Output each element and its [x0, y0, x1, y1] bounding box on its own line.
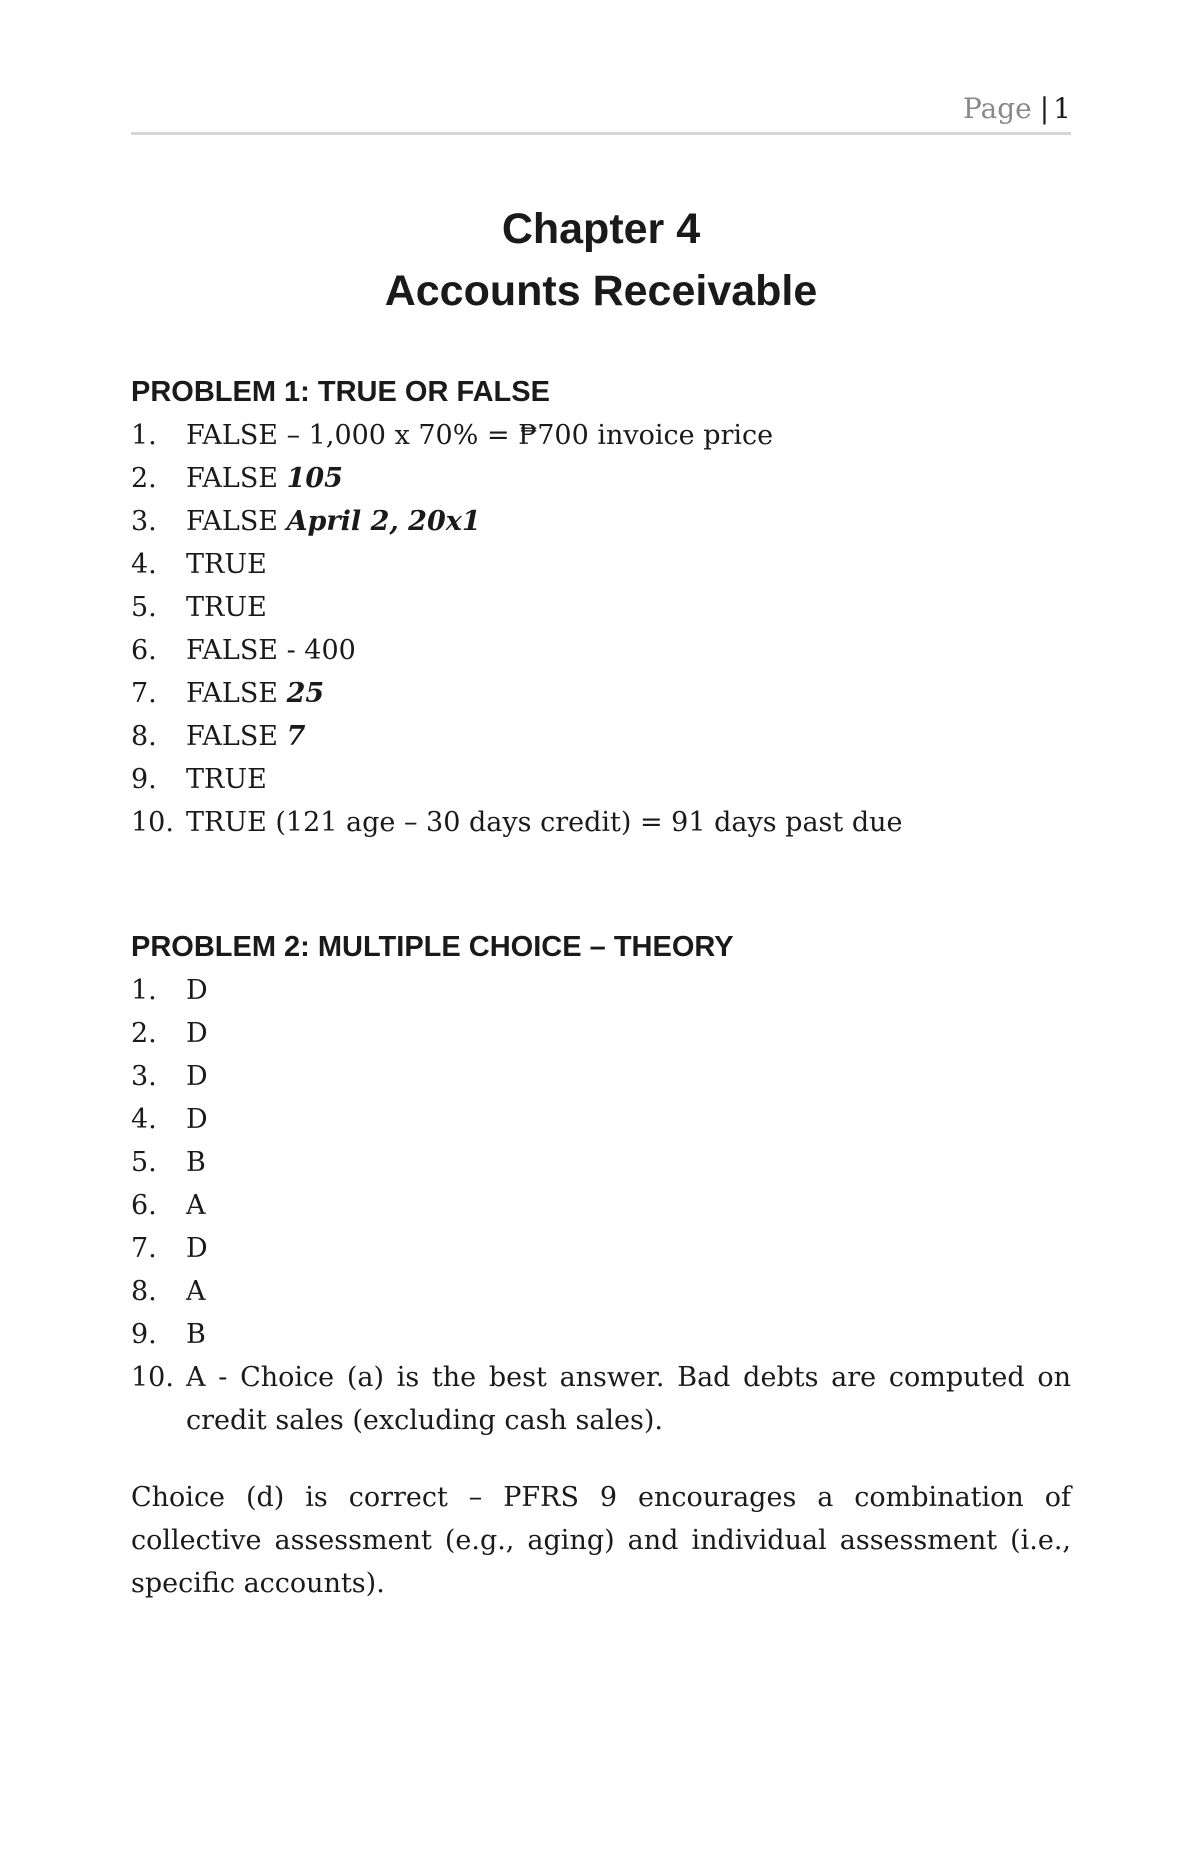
- answer-text: FALSE - 400: [186, 635, 356, 666]
- answer-emphasis: 105: [286, 463, 343, 494]
- page-separator: |: [1039, 92, 1050, 125]
- answer-number: 10.: [131, 807, 174, 838]
- answer-item: [131, 629, 1071, 672]
- document-page: [131, 0, 1071, 1855]
- answer-number: 1.: [131, 420, 157, 451]
- answer-text: TRUE (121 age – 30 days credit) = 91 days past due: [186, 807, 903, 838]
- answer-item: [131, 801, 1071, 844]
- answer-text: D: [186, 1018, 208, 1049]
- answer-item: [131, 1313, 1071, 1356]
- answer-item: [131, 1012, 1071, 1055]
- answer-text: FALSE – 1,000 x 70% = ₱700 invoice price: [186, 420, 774, 451]
- problem-2-heading: PROBLEM 2: MULTIPLE CHOICE – THEORY: [131, 931, 734, 963]
- answer-emphasis: 25: [286, 678, 325, 709]
- answer-number: 4.: [131, 1104, 157, 1135]
- answer-text: TRUE: [186, 764, 267, 795]
- answer-item: [131, 1227, 1071, 1270]
- answer-item: [131, 1356, 1071, 1442]
- answer-number: 6.: [131, 1190, 157, 1221]
- answer-number: 2.: [131, 1018, 157, 1049]
- answer-number: 9.: [131, 1319, 157, 1350]
- answer-text: B: [186, 1319, 206, 1350]
- answer-item: [131, 672, 1071, 715]
- answer-item: [131, 414, 1071, 457]
- answer-emphasis: 7: [286, 721, 306, 752]
- answer-number: 3.: [131, 506, 157, 537]
- problem-1-heading: PROBLEM 1: TRUE OR FALSE: [131, 376, 550, 408]
- answer-number: 7.: [131, 1233, 157, 1264]
- page-number: 1: [1053, 92, 1071, 125]
- answer-item: [131, 500, 1071, 543]
- answer-text: D: [186, 1061, 208, 1092]
- answer-text: FALSE 7: [186, 721, 306, 752]
- answer-item: [131, 457, 1071, 500]
- answer-text: A - Choice (a) is the best answer. Bad debts are computed on credit sales (excluding cash sales).: [186, 1362, 1071, 1436]
- answer-text: FALSE 105: [186, 463, 343, 494]
- answer-text: FALSE April 2, 20x1: [186, 506, 481, 537]
- answer-number: 9.: [131, 764, 157, 795]
- answer-item: [131, 1184, 1071, 1227]
- page-header: [131, 92, 1071, 135]
- answer-item: [131, 1270, 1071, 1313]
- answer-number: 2.: [131, 463, 157, 494]
- explanation-paragraph: Choice (d) is correct – PFRS 9 encourages a combination of collective assessment (e.g., aging) and individual assessment (i.e., specific accounts).: [131, 1482, 1071, 1599]
- problem-2-answer-list: [131, 969, 1071, 1442]
- answer-item: [131, 758, 1071, 801]
- chapter-subject: Accounts Receivable: [384, 267, 818, 315]
- answer-number: 5.: [131, 1147, 157, 1178]
- answer-number: 10.: [131, 1362, 174, 1393]
- answer-item: [131, 715, 1071, 758]
- chapter-title-block: [131, 198, 1071, 322]
- answer-item: [131, 969, 1071, 1012]
- answer-text: D: [186, 975, 208, 1006]
- answer-item: [131, 1055, 1071, 1098]
- answer-text: TRUE: [186, 592, 267, 623]
- answer-item: [131, 586, 1071, 629]
- answer-item: [131, 543, 1071, 586]
- answer-item: [131, 1141, 1071, 1184]
- answer-number: 4.: [131, 549, 157, 580]
- problem-2-section: [131, 927, 1071, 1442]
- answer-text: TRUE: [186, 549, 267, 580]
- answer-number: 1.: [131, 975, 157, 1006]
- answer-number: 7.: [131, 678, 157, 709]
- problem-1-answer-list: [131, 414, 1071, 844]
- answer-text: D: [186, 1104, 208, 1135]
- answer-emphasis: April 2, 20x1: [286, 506, 481, 537]
- page-label: Page: [962, 92, 1032, 125]
- answer-text: A: [186, 1276, 206, 1307]
- chapter-number: Chapter 4: [501, 205, 701, 253]
- answer-text: A: [186, 1190, 206, 1221]
- answer-number: 8.: [131, 1276, 157, 1307]
- answer-number: 3.: [131, 1061, 157, 1092]
- problem-1-section: [131, 372, 1071, 844]
- answer-text: D: [186, 1233, 208, 1264]
- answer-number: 8.: [131, 721, 157, 752]
- answer-item: [131, 1098, 1071, 1141]
- answer-text: FALSE 25: [186, 678, 325, 709]
- answer-text: B: [186, 1147, 206, 1178]
- answer-number: 5.: [131, 592, 157, 623]
- answer-number: 6.: [131, 635, 157, 666]
